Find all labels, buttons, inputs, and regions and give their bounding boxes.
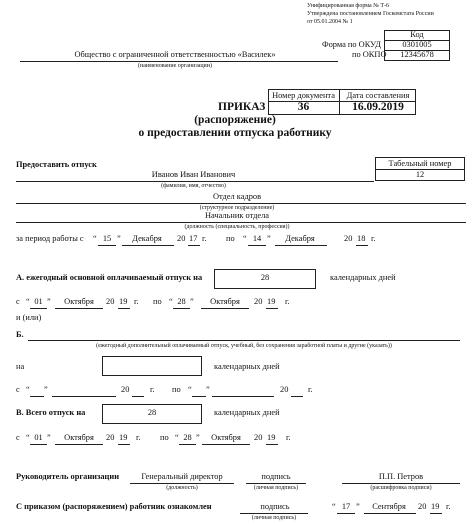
year-suffix: г. xyxy=(134,297,139,306)
employee-fio: Иванов Иван Иванович xyxy=(151,170,236,179)
section-v-to-month: Октября xyxy=(211,433,241,442)
section-a-from-year: 19 xyxy=(119,297,128,306)
to-label: по xyxy=(160,433,169,442)
section-v-from-month: Октября xyxy=(64,433,94,442)
form-number: Унифицированная форма № Т-6 xyxy=(307,3,390,9)
okpo-label: по ОКПО xyxy=(352,50,387,59)
year-prefix: 20 xyxy=(121,385,130,394)
from-label: с xyxy=(16,385,20,394)
form-approval-date: от 05.01.2004 № 1 xyxy=(307,19,353,25)
ack-year: 19 xyxy=(431,502,440,511)
section-b-on-label: на xyxy=(16,362,25,371)
head-signature: подпись xyxy=(261,472,291,481)
to-label: по xyxy=(153,297,162,306)
quote-close: ” xyxy=(47,433,51,442)
quote-open: “ xyxy=(93,234,97,243)
year-suffix: г. xyxy=(202,234,207,243)
quote-open: “ xyxy=(332,502,336,511)
section-a-from-day: 01 xyxy=(34,297,43,306)
okud-value: 0301005 xyxy=(402,40,432,49)
quote-close: ” xyxy=(267,234,271,243)
quote-close: ” xyxy=(190,297,194,306)
section-v-from-year: 19 xyxy=(119,433,128,442)
doc-number-header: Номер документа xyxy=(272,91,335,100)
year-prefix: 20 xyxy=(418,502,427,511)
department-caption: (структурное подразделение) xyxy=(199,205,275,211)
head-name: П.П. Петров xyxy=(378,472,424,481)
year-prefix: 20 xyxy=(254,433,263,442)
period-to-month: Декабря xyxy=(285,234,315,243)
org-caption: (наименование организации) xyxy=(138,63,212,69)
ack-day: 17 xyxy=(341,502,351,511)
period-from-year: 17 xyxy=(189,234,198,243)
doc-date: 16.09.2019 xyxy=(352,101,404,113)
quote-close: ” xyxy=(196,433,200,442)
section-a-to-month: Октября xyxy=(210,297,240,306)
section-a-to-year: 19 xyxy=(267,297,276,306)
tab-number-header: Табельный номер xyxy=(388,159,452,168)
year-prefix: 20 xyxy=(106,433,115,442)
section-a-to-day: 28 xyxy=(177,297,186,306)
grant-leave-label: Предоставить отпуск xyxy=(16,160,97,169)
employee-position: Начальник отдела xyxy=(204,211,270,220)
quote-close: ” xyxy=(47,297,51,306)
period-label: за период работы с xyxy=(16,234,84,243)
title-subject: о предоставлении отпуска работнику xyxy=(138,127,332,139)
section-a-from-month: Октября xyxy=(64,297,94,306)
section-b-from-day-line xyxy=(30,396,44,397)
doc-number: 36 xyxy=(297,101,310,113)
section-a-days: 28 xyxy=(260,273,270,282)
quote-close: ” xyxy=(356,502,360,511)
section-b-days-label: календарных дней xyxy=(214,362,280,371)
year-prefix: 20 xyxy=(344,234,353,243)
title-prikaz: ПРИКАЗ xyxy=(218,101,266,113)
acknowledged-label: С приказом (распоряжением) работник ознакомлен xyxy=(16,502,212,511)
quote-open: “ xyxy=(243,234,247,243)
year-prefix: 20 xyxy=(254,297,263,306)
fio-caption: (фамилия, имя, отчество) xyxy=(161,183,226,189)
head-label: Руководитель организации xyxy=(16,472,120,481)
position-caption: (должность) xyxy=(166,485,198,491)
section-v-days: 28 xyxy=(147,408,157,417)
period-from-day: 15 xyxy=(102,234,112,243)
employee-department: Отдел кадров xyxy=(212,192,262,201)
title-rasporyazhenie: (распоряжение) xyxy=(194,114,276,126)
year-suffix: г. xyxy=(285,297,290,306)
quote-open: “ xyxy=(26,385,30,394)
section-v-days-label: календарных дней xyxy=(214,408,280,417)
quote-open: “ xyxy=(175,433,179,442)
year-suffix: г. xyxy=(371,234,376,243)
ack-signature: подпись xyxy=(260,502,290,511)
quote-open: “ xyxy=(188,385,192,394)
from-label: с xyxy=(16,433,20,442)
quote-close: ” xyxy=(117,234,121,243)
codes-header: Код xyxy=(410,30,424,39)
period-to-day: 14 xyxy=(252,234,262,243)
ack-sign-caption: (личная подпись) xyxy=(251,515,297,521)
year-suffix: г. xyxy=(446,502,451,511)
form-approval: Утверждена постановлением Госкомстата России xyxy=(307,11,434,17)
section-b-to-year-line xyxy=(291,396,303,397)
section-a-text: А. ежегодный основной оплачиваемый отпуск на xyxy=(16,273,203,282)
head-sign-caption: (личная подпись) xyxy=(253,485,299,491)
year-suffix: г. xyxy=(150,385,155,394)
section-b-days-box xyxy=(102,356,202,376)
year-prefix: 20 xyxy=(106,297,115,306)
from-label: с xyxy=(16,297,20,306)
and-or-label: и (или) xyxy=(16,313,42,322)
quote-open: “ xyxy=(26,433,30,442)
okpo-value: 12345678 xyxy=(400,50,434,59)
period-from-month: Декабря xyxy=(132,234,162,243)
position-caption: (должность (специальность, профессия)) xyxy=(184,224,290,230)
section-a-label xyxy=(16,274,202,282)
section-v-to-year: 19 xyxy=(267,433,276,442)
tab-number-value: 12 xyxy=(415,170,425,179)
ack-month: Сентября xyxy=(372,502,406,511)
period-to-year: 18 xyxy=(357,234,366,243)
year-prefix: 20 xyxy=(280,385,289,394)
quote-close: ” xyxy=(44,385,48,394)
section-b-caption: (ежегодный дополнительный оплачиваемый отпуск, учебный, без сохранения заработной платы и другие (указать)) xyxy=(96,343,392,349)
org-name: Общество с ограниченной ответственностью «Василек» xyxy=(74,50,276,59)
section-a-days-label: календарных дней xyxy=(330,273,396,282)
to-label: по xyxy=(172,385,181,394)
quote-open: “ xyxy=(26,297,30,306)
year-suffix: г. xyxy=(136,433,141,442)
period-to-label: по xyxy=(226,234,235,243)
section-b-to-day-line xyxy=(192,396,206,397)
quote-close: ” xyxy=(206,385,210,394)
year-prefix: 20 xyxy=(177,234,186,243)
year-suffix: г. xyxy=(308,385,313,394)
quote-open: “ xyxy=(169,297,173,306)
section-v-label: В. Всего отпуск на xyxy=(16,408,86,417)
doc-date-header: Дата составления xyxy=(346,91,410,100)
section-b-from-year-line xyxy=(132,396,144,397)
head-position: Генеральный директор xyxy=(141,472,223,481)
section-b-label: Б. xyxy=(16,330,24,339)
name-caption: (расшифровка подписи) xyxy=(370,485,432,491)
section-v-from-day: 01 xyxy=(34,433,43,442)
section-b-from-month-line xyxy=(52,396,116,397)
section-v-to-day: 28 xyxy=(183,433,192,442)
year-suffix: г. xyxy=(286,433,291,442)
section-b-to-month-line xyxy=(212,396,274,397)
okud-label: Форма по ОКУД xyxy=(322,40,381,49)
